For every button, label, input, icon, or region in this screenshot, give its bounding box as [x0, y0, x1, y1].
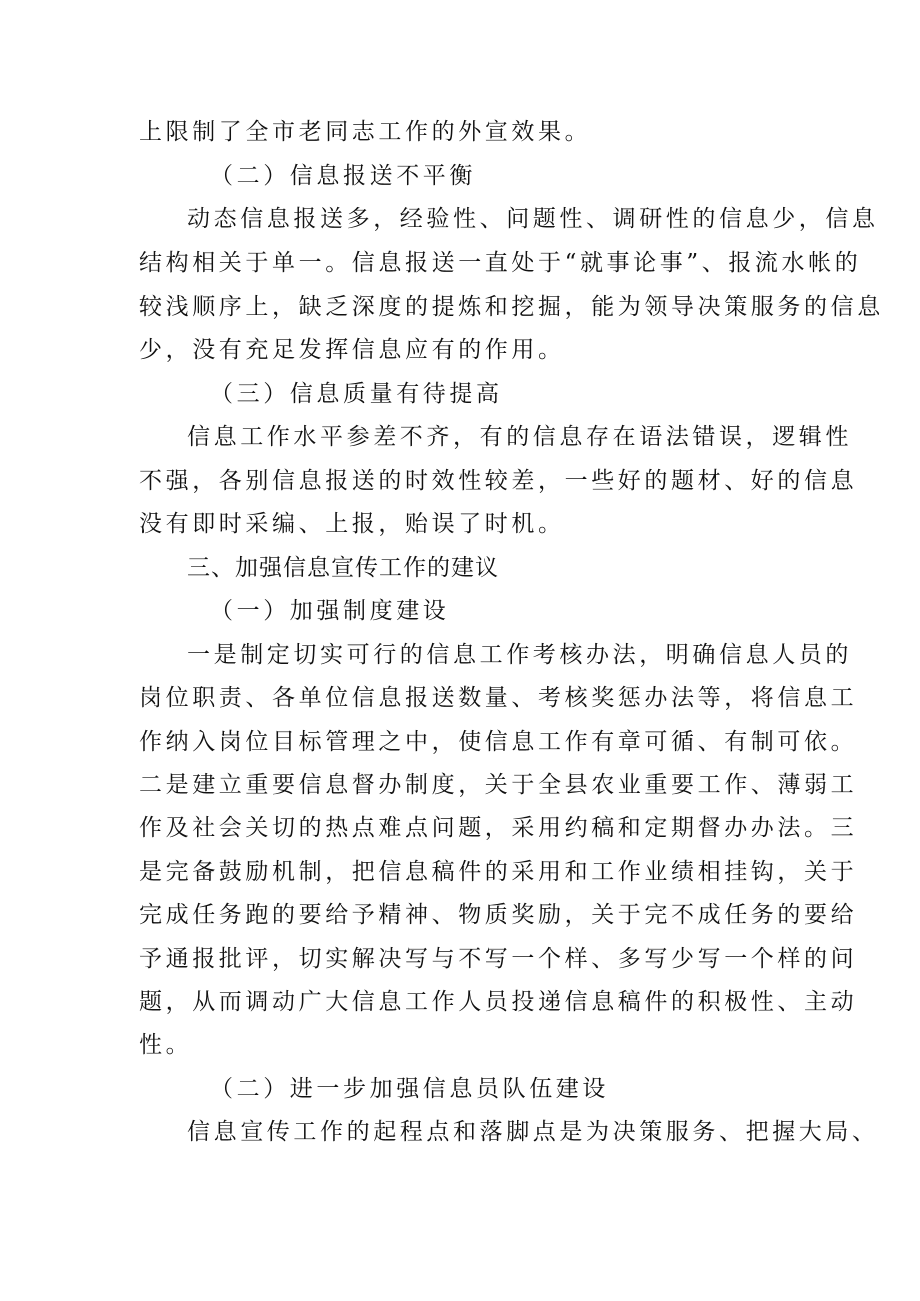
body-text-line: 一是制定切实可行的信息工作考核办法，明确信息人员的 [187, 642, 852, 668]
body-text-line: 信息宣传工作的起程点和落脚点是为决策服务、把握大局、 [187, 1119, 879, 1145]
body-text-line: 作纳入岗位目标管理之中，使信息工作有章可循、有制可依。 [139, 729, 858, 755]
body-text-line: 予通报批评，切实解决写与不写一个样、多写少写一个样的问 [139, 946, 858, 972]
subsection-heading: （一）加强制度建设 [210, 598, 450, 624]
body-text-line: 作及社会关切的热点难点问题，采用约稿和定期督办办法。三 [139, 815, 858, 841]
subsection-heading: （二）进一步加强信息员队伍建设 [210, 1076, 609, 1102]
body-text-line: 二是建立重要信息督办制度，关于全县农业重要工作、薄弱工 [139, 772, 858, 798]
body-text-line: 是完备鼓励机制，把信息稿件的采用和工作业绩相挂钩，关于 [139, 859, 858, 885]
body-text-line: 信息工作水平参差不齐，有的信息存在语法错误，逻辑性 [187, 424, 852, 450]
body-text-line: 上限制了全市老同志工作的外宣效果。 [139, 119, 592, 145]
body-text-line: 结构相关于单一。信息报送一直处于“就事论事”、报流水帐的 [139, 250, 862, 276]
subsection-heading: （三）信息质量有待提高 [210, 381, 503, 407]
body-text-line: 题，从而调动广大信息工作人员投递信息稿件的积极性、主动 [139, 989, 858, 1015]
body-text-line: 少，没有充足发挥信息应有的作用。 [139, 337, 565, 363]
subsection-heading: （二）信息报送不平衡 [210, 163, 476, 189]
body-text-line: 性。 [139, 1032, 193, 1058]
body-text-line: 完成任务跑的要给予精神、物质奖励，关于完不成任务的要给 [139, 902, 858, 928]
body-text-line: 动态信息报送多，经验性、问题性、调研性的信息少，信息 [187, 206, 879, 232]
section-heading: 三、加强信息宣传工作的建议 [187, 555, 499, 581]
body-text-line: 没有即时采编、上报，贻误了时机。 [139, 511, 565, 537]
body-text-line: 岗位职责、各单位信息报送数量、考核奖惩办法等，将信息工 [139, 685, 858, 711]
body-text-line: 较浅顺序上，缺乏深度的提炼和挖掘，能为领导决策服务的信息 [139, 294, 884, 320]
body-text-line: 不强，各别信息报送的时效性较差，一些好的题材、好的信息 [139, 468, 858, 494]
